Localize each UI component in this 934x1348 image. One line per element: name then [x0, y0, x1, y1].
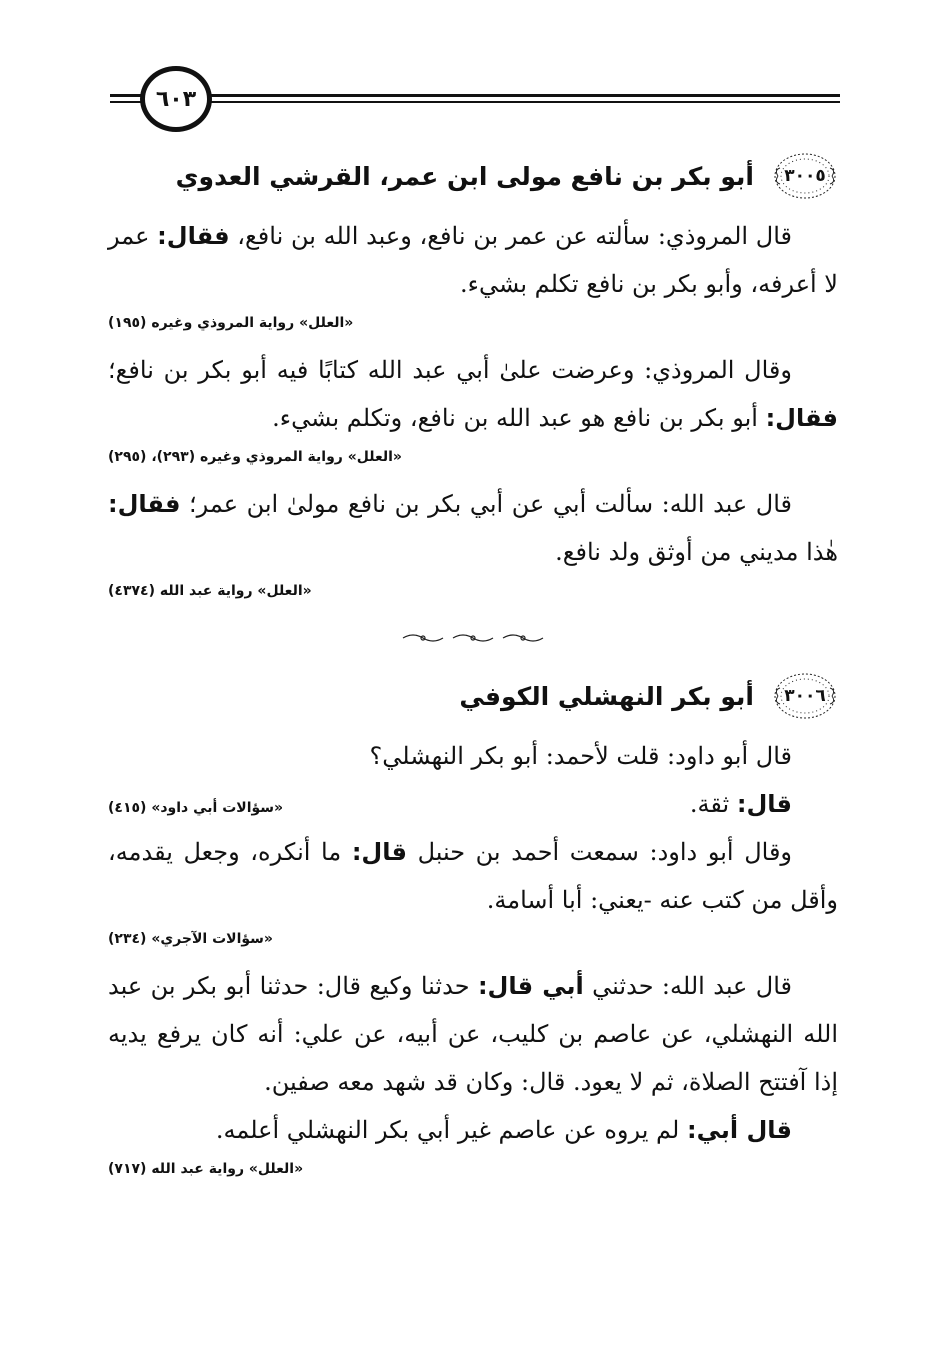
source-citation: «العلل» رواية المروذي وغيره (٢٩٣)، (٢٩٥) — [108, 449, 402, 465]
entry-number-badge — [772, 150, 838, 202]
ornament-divider-icon — [398, 630, 548, 646]
section-divider — [108, 630, 838, 646]
page-number: ٦٠٣ — [155, 86, 197, 112]
paragraph — [108, 480, 838, 576]
page-header — [110, 66, 840, 136]
paragraph: قال أبو داود: قلت لأحمد: أبو بكر النهشلي؟ — [369, 742, 792, 770]
bold-run: فقال: — [108, 490, 181, 518]
source-citation: «العلل» رواية عبد الله (٤٣٧٤) — [108, 583, 312, 599]
text-run: لم يروه عن عاصم غير أبي بكر النهشلي أعلمه. — [215, 1116, 687, 1144]
header-rule-bottom — [110, 101, 840, 103]
text-run: حدثنا وكيع قال: حدثنا أبو بكر بن عبد الله النهشلي، عن عاصم بن كليب، عن أبيه، عن علي: أنه كان يرفع يديه إذا آفتتح الصلاة، ثم لا يعود. قال: وكان قد شهد معه صفين. — [108, 972, 838, 1096]
entry-title: أبو بكر بن نافع مولى ابن عمر، القرشي العدوي — [175, 161, 754, 191]
bold-run: أبي قال: — [477, 972, 584, 1000]
entry-heading — [108, 670, 838, 722]
text-run: وقال أبو داود: سمعت أحمد بن حنبل — [406, 838, 793, 866]
source-citation: «العلل» رواية عبد الله (٧١٧) — [108, 1161, 304, 1177]
paragraph — [108, 346, 838, 442]
text-run: ثقة. — [689, 790, 737, 818]
text-run: قال عبد الله: سألت أبي عن أبي بكر بن نافع مولىٰ ابن عمر؛ — [180, 490, 792, 518]
entry-number-badge — [772, 670, 838, 722]
page-number-circle — [140, 66, 212, 132]
bold-run: فقال: — [765, 404, 838, 432]
paragraph — [108, 1106, 838, 1154]
source-citation: «سؤالات الآجري» (٢٣٤) — [108, 931, 273, 947]
entry-title: أبو بكر النهشلي الكوفي — [459, 681, 754, 711]
text-run: قال المروذي: سألته عن عمر بن نافع، وعبد الله بن نافع، — [229, 222, 792, 250]
text-run: ما أنكره، وجعل يقدمه، وأقل من كتب عنه -يعني: أبا أسامة. — [108, 838, 838, 914]
entry-number: ٣٠٠٦ — [784, 686, 826, 706]
text-run: أبو بكر بن نافع هو عبد الله بن نافع، وتكلم بشيء. — [272, 404, 766, 432]
page-content — [108, 150, 838, 1192]
paragraph — [690, 780, 838, 828]
source-citation: «العلل» رواية المروذي وغيره (١٩٥) — [108, 315, 354, 331]
text-run: هٰذا مديني من أوثق ولد نافع. — [555, 538, 838, 566]
paragraph — [108, 828, 838, 924]
text-run: وقال المروذي: وعرضت علىٰ أبي عبد الله كتابًا فيه أبو بكر بن نافع؛ — [108, 356, 792, 384]
header-rule-top — [110, 94, 840, 97]
bold-run: قال: — [351, 838, 407, 866]
entry-heading — [108, 150, 838, 202]
text-run: عمر لا أعرفه، وأبو بكر بن نافع تكلم بشيء. — [108, 222, 838, 298]
bold-run: قال أبي: — [686, 1116, 792, 1144]
answer-row — [108, 780, 838, 828]
paragraph — [108, 962, 838, 1106]
bold-run: فقال: — [157, 222, 230, 250]
entry-number: ٣٠٠٥ — [784, 166, 826, 186]
paragraph — [108, 212, 838, 308]
bold-run: قال: — [736, 790, 792, 818]
text-run: قال عبد الله: حدثني — [583, 972, 793, 1000]
source-citation: «سؤالات أبي داود» (٤١٥) — [108, 800, 284, 816]
